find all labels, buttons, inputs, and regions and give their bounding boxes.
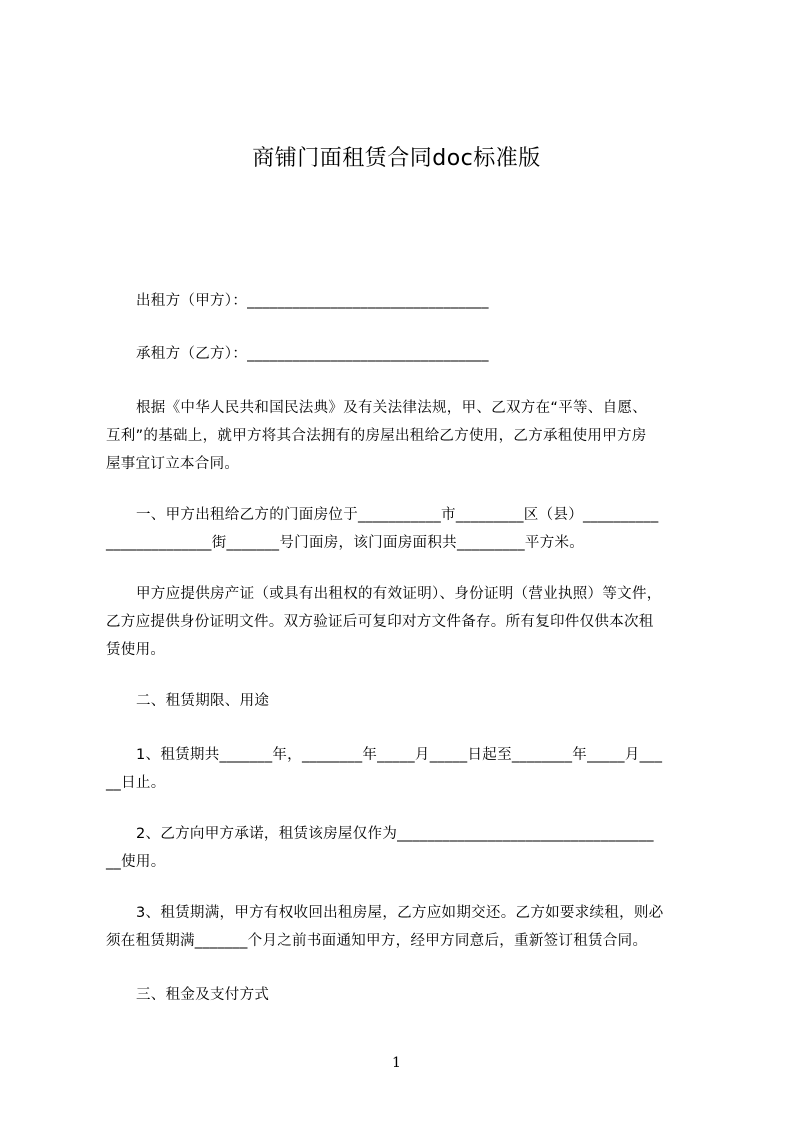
- lessee-line: 承租方（乙方）：________________________________: [136, 346, 489, 362]
- preamble-line-3: 屋事宜订立本合同。: [106, 456, 240, 472]
- section2-heading: 二、租赁期限、用途: [136, 693, 270, 709]
- term-line-2: __日止。: [106, 775, 166, 791]
- renewal-line-2: 须在租赁期满_______个月之前书面通知甲方，经甲方同意后，重新签订租赁合同。: [106, 933, 648, 949]
- renewal-line-1: 3、租赁期满，甲方有权收回出租房屋，乙方应如期交还。乙方如要求续租，则必: [136, 905, 664, 921]
- preamble-line-1: 根据《中华人民共和国民法典》及有关法律法规，甲、乙双方在“平等、自愿、: [136, 400, 648, 416]
- documents-line-3: 赁使用。: [106, 642, 166, 658]
- lessor-line: 出租方（甲方）：________________________________: [136, 293, 489, 309]
- document-title: 商铺门面租赁合同doc标准版: [252, 146, 541, 171]
- clause1-line-2: ______________街_______号门面房，该门面房面积共_________平方米。: [106, 535, 585, 551]
- documents-line-1: 甲方应提供房产证（或具有出租权的有效证明）、身份证明（营业执照）等文件，: [136, 586, 662, 602]
- documents-line-2: 乙方应提供身份证明文件。双方验证后可复印对方文件备存。所有复印件仅供本次租: [106, 614, 654, 630]
- page-number: 1: [392, 1055, 401, 1071]
- term-line-1: 1、租赁期共_______年，________年_____月_____日起至________年_____月___: [136, 747, 663, 763]
- use-line-2: __使用。: [106, 854, 166, 870]
- use-line-1: 2、乙方向甲方承诺，租赁该房屋仅作为__________________________________: [136, 826, 654, 842]
- preamble-line-2: 互利”的基础上，就甲方将其合法拥有的房屋出租给乙方使用，乙方承租使用甲方房: [106, 428, 647, 444]
- section3-heading: 三、租金及支付方式: [136, 987, 270, 1003]
- clause1-line-1: 一、甲方出租给乙方的门面房位于___________市_________区（县）__________: [136, 507, 659, 523]
